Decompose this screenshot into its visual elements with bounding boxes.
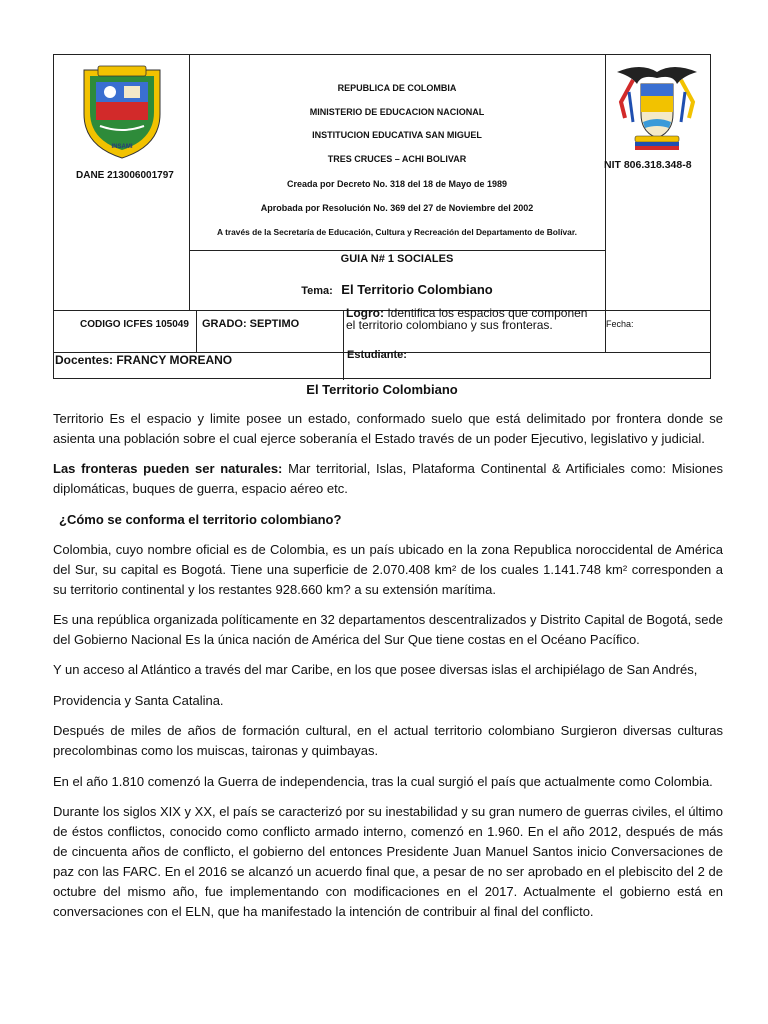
paragraph-1: Territorio Es el espacio y limite posee un estado, conformado suelo que está delimitado por frontera donde se asienta una población sobre el cual ejerce soberanía el Estado través de un poder Ejecutivo, legislativo y judicial. <box>53 411 723 446</box>
paragraph-9: Durante los siglos XIX y XX, el país se caracterizó por su inestabilidad y su gran numero de guerras civiles, el último de éstos conflictos, conocido como conflicto armado interno, comenzó en 1.960. En el año 2012, después de más de cincuenta años de conflicto, el gobierno del entonces Presidente Juan Manuel Santos inicio Conversaciones de paz con las FARC. En el 2016 se alcanzó un acuerdo final que, a pesar de no ser aprobado en el plebiscito del 2 de octubre del mismo año, fue implementando con modificaciones en el 2017. Actualmente el gobierno está en conversaciones con el ELN, que ha manifestado la intención de contribuir al final del conflicto. <box>53 804 723 919</box>
paragraph-2-bold: Las fronteras pueden ser naturales: <box>53 461 283 476</box>
tema-label: Tema: <box>301 285 333 297</box>
institution-line-7: A través de la Secretaría de Educación, Cultura y Recreación del Departamento de Bolívar. <box>217 227 577 237</box>
paragraph-2-rest: Mar territorial, Islas, Plataforma Continental & Artificiales como: Misiones diplomáticas, buques de guerra, espacio aéreo etc. <box>53 461 723 496</box>
institution-line-5: Creada por Decreto No. 318 del 18 de Mayo de 1989 <box>286 179 508 189</box>
institution-line-2: MINISTERIO DE EDUCACION NACIONAL <box>309 107 485 117</box>
estudiante-label: Estudiante: <box>347 349 407 361</box>
institution-line-4: TRES CRUCES – ACHI BOLIVAR <box>327 154 467 164</box>
paragraph-4: Es una república organizada políticamente en 32 departamentos descentralizados y Distrito Capital de Bogotá, sede del Gobierno Nacional Es la única nación de América del Sur Que tiene costas en el Océano Pacífico. <box>53 612 723 647</box>
paragraph-5: Y un acceso al Atlántico a través del mar Caribe, en los que posee diversas islas el archipiélago de San Andrés, <box>53 662 698 677</box>
fecha-label: Fecha: <box>606 319 634 329</box>
paragraph-6: Providencia y Santa Catalina. <box>53 693 224 708</box>
dane-code: DANE 213006001797 <box>76 170 174 181</box>
logro-text: Identifica los espacios que componen el territorio colombiano y sus fronteras. <box>346 306 588 332</box>
logro-label: Logro: <box>346 306 384 320</box>
nit-number: NIT 806.318.348-8 <box>604 159 692 171</box>
school-shield-text: INSAMI <box>111 144 133 150</box>
colombia-coat-of-arms <box>611 62 703 152</box>
institution-line-3: INSTITUCION EDUCATIVA SAN MIGUEL <box>312 130 482 140</box>
tema-line <box>190 281 604 299</box>
document-title: El Territorio Colombiano <box>306 382 458 397</box>
guide-title: GUIA N# 1 SOCIALES <box>340 253 454 265</box>
paragraph-8: En el año 1.810 comenzó la Guerra de independencia, tras la cual surgió el país que actualmente como Colombia. <box>53 774 713 789</box>
institution-line-1: REPUBLICA DE COLOMBIA <box>337 83 457 93</box>
tema-value: El Territorio Colombiano <box>341 282 493 297</box>
logro <box>346 307 598 331</box>
paragraph-3: Colombia, cuyo nombre oficial es de Colombia, es un país ubicado en la zona Republica noroccidental de América del Sur, su capital es Bogotá. Tiene una superficie de 2.070.408 km² de los cuales 1.141.748 km² corresponden a su territorio continental y los restantes 928.660 km? a su extensión marítima. <box>53 542 723 597</box>
docentes: Docentes: FRANCY MOREANO <box>55 353 233 367</box>
question-heading: ¿Cómo se conforma el territorio colombiano? <box>59 512 342 527</box>
codigo-icfes: CODIGO ICFES 105049 <box>80 319 189 330</box>
grado: GRADO: SEPTIMO <box>202 318 300 330</box>
institution-line-6: Aprobada por Resolución No. 369 del 27 de Noviembre del 2002 <box>260 203 534 213</box>
paragraph-2 <box>53 459 723 499</box>
paragraph-7: Después de miles de años de formación cultural, en el actual territorio colombiano Surgieron diversas culturas precolombinas como los muiscas, taironas y quimbayas. <box>53 723 723 758</box>
